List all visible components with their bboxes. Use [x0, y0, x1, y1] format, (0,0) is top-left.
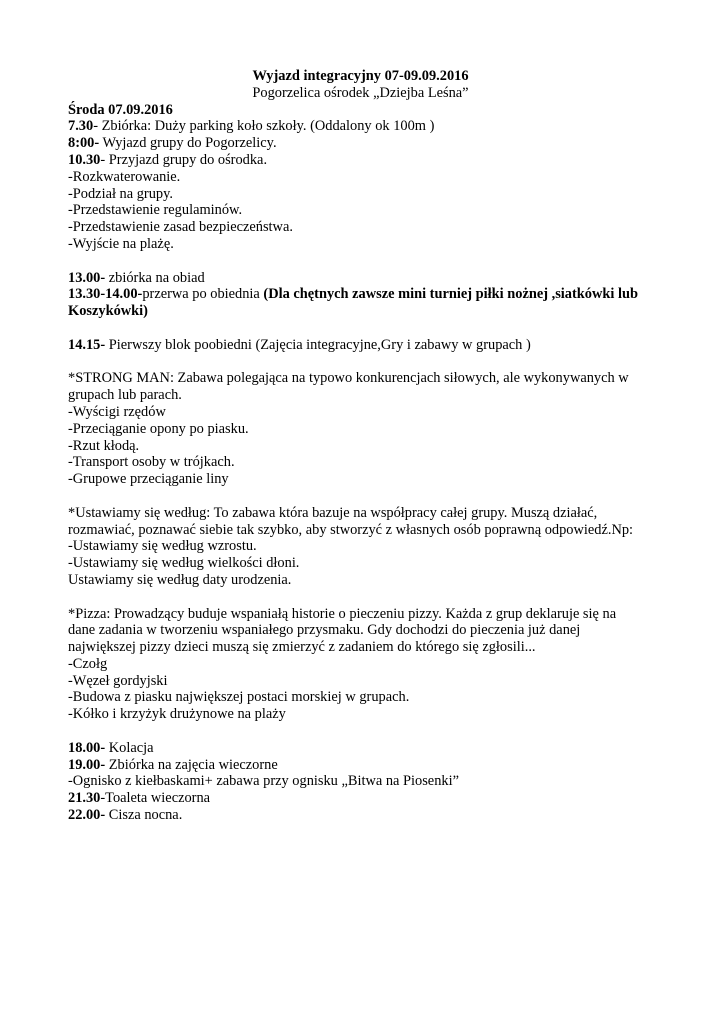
- list-item: -Ustawiamy się według wielkości dłoni.: [68, 555, 300, 572]
- list-item: -Rozkwaterowanie.: [68, 168, 181, 185]
- entry-text: Zbiórka na zajęcia wieczorne: [105, 756, 278, 773]
- schedule-entry: [68, 337, 668, 354]
- list-item: -Grupowe przeciąganie liny: [68, 471, 229, 488]
- list-item: -Kółko i krzyżyk drużynowe na plaży: [68, 706, 286, 723]
- entry-text: przerwa po obiednia: [142, 286, 264, 303]
- list-item: -Transport osoby w trójkach.: [68, 454, 235, 471]
- schedule-entry: [68, 757, 668, 774]
- list-item: -Wyścigi rzędów: [68, 403, 166, 420]
- schedule-entry: [68, 286, 668, 320]
- document-subtitle: Pogorzelica ośrodek „Dziejba Leśna”: [252, 84, 469, 101]
- list-item: -Przedstawienie zasad bezpieczeństwa.: [68, 219, 293, 236]
- entry-time: 8:00-: [68, 135, 100, 152]
- schedule-entry: [68, 807, 668, 824]
- entry-time: 10.30: [68, 151, 101, 168]
- day-heading: Środa 07.09.2016: [68, 101, 173, 118]
- list-item: -Czołg: [68, 655, 108, 672]
- paragraph-line: największej pizzy dzieci muszą się zmierzyć z zadaniem do którego się zgłosili...: [68, 639, 536, 656]
- spacer: [68, 320, 668, 337]
- schedule-entry: [68, 740, 668, 757]
- entry-text: zbiórka na obiad: [105, 269, 205, 286]
- paragraph-line: dane zadania w tworzeniu wspaniałego przysmaku. Gdy dochodzi do pieczenia już danej: [68, 622, 581, 639]
- entry-text: -Ognisko z kiełbaskami+ zabawa przy ognisku „Bitwa na Piosenki”: [68, 773, 459, 790]
- schedule-entry: [68, 773, 668, 790]
- list-item: -Przeciąganie opony po piasku.: [68, 420, 249, 437]
- entry-text: Wyjazd grupy do Pogorzelicy.: [99, 135, 277, 152]
- entry-text: -Toaleta wieczorna: [100, 790, 211, 807]
- entry-text: Cisza nocna.: [105, 807, 183, 824]
- entry-time: 18.00-: [68, 739, 106, 756]
- entry-time: 13.00-: [68, 269, 106, 286]
- spacer: [68, 354, 668, 371]
- paragraph-line: rozmawiać, poznawać siebie tak szybko, aby stworzyć z własnych osób poprawną odpowiedź.Np:: [68, 521, 634, 538]
- entry-text: Pierwszy blok poobiedni (Zajęcia integracyjne,Gry i zabawy w grupach ): [105, 336, 531, 353]
- list-item: -Budowa z piasku największej postaci morskiej w grupach.: [68, 689, 410, 706]
- entry-time: 21.30: [68, 790, 101, 807]
- schedule-entry: [68, 270, 668, 287]
- paragraph-line: grupach lub parach.: [68, 387, 182, 404]
- document-title: Wyjazd integracyjny 07-09.09.2016: [252, 68, 469, 84]
- entry-time: 7.30: [68, 118, 94, 135]
- list-item: Ustawiamy się według daty urodzenia.: [68, 571, 292, 588]
- entry-text: - Przyjazd grupy do ośrodka.: [100, 151, 268, 168]
- spacer: [68, 253, 668, 270]
- schedule-entry: [68, 152, 668, 169]
- entry-time: 22.00-: [68, 807, 106, 824]
- list-item: -Wyjście na plażę.: [68, 235, 174, 252]
- list-item: -Węzeł gordyjski: [68, 672, 168, 689]
- paragraph-line: *Ustawiamy się według: To zabawa która bazuje na współpracy całej grupy. Muszą działać,: [68, 504, 598, 521]
- entry-text: Kolacja: [105, 739, 154, 756]
- paragraph-line: *STRONG MAN: Zabawa polegająca na typowo konkurencjach siłowych, ale wykonywanych w: [68, 370, 629, 387]
- list-item: -Podział na grupy.: [68, 185, 173, 202]
- spacer: [68, 589, 668, 606]
- spacer: [68, 488, 668, 505]
- schedule-entry: [68, 790, 668, 807]
- schedule-entry: [68, 118, 668, 135]
- spacer: [68, 723, 668, 740]
- list-item: -Ustawiamy się według wzrostu.: [68, 538, 257, 555]
- entry-note: (Dla chętnych zawsze mini turniej piłki nożnej ,siatkówki lub Koszykówki): [68, 286, 638, 320]
- entry-time: 14.15-: [68, 336, 106, 353]
- list-item: -Przedstawienie regulaminów.: [68, 202, 243, 219]
- list-item: -Rzut kłodą.: [68, 437, 140, 454]
- entry-text: - Zbiórka: Duży parking koło szkoły. (Oddalony ok 100m ): [93, 118, 435, 135]
- paragraph-line: *Pizza: Prowadzący buduje wspaniałą historie o pieczeniu pizzy. Każda z grup deklaruje się na: [68, 605, 617, 622]
- entry-time: 19.00-: [68, 756, 106, 773]
- schedule-entry: [68, 135, 668, 152]
- document-body: [68, 68, 668, 824]
- entry-time: 13.30-14.00-: [68, 286, 143, 303]
